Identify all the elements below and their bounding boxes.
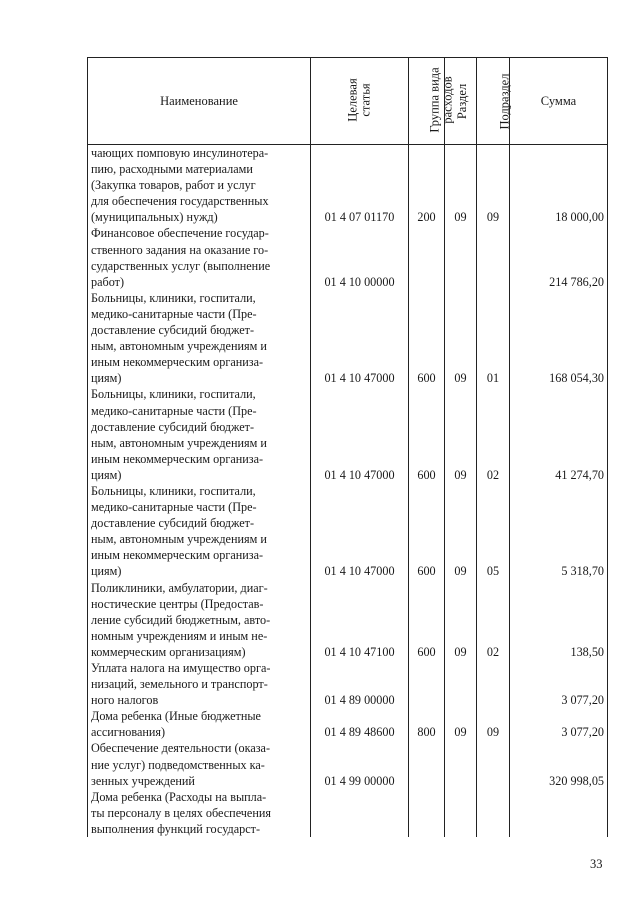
row-sum: 5 318,70 <box>510 483 608 580</box>
row-sum: 138,50 <box>510 580 608 660</box>
row-name-line: для обеспечения государственных <box>91 194 269 209</box>
row-section: 09 <box>445 145 477 226</box>
row-name-line: медико-санитарные части (Пре- <box>91 306 257 321</box>
row-name <box>88 580 311 660</box>
row-group <box>409 789 445 837</box>
row-group: 600 <box>409 580 445 660</box>
row-name-line: ным, автономным учреждениям и <box>91 339 267 354</box>
row-subsection: 09 <box>477 145 510 226</box>
table-row <box>88 145 608 226</box>
row-section <box>445 660 477 708</box>
row-sum: 3 077,20 <box>510 660 608 708</box>
row-target: 01 4 99 00000 <box>311 740 409 788</box>
row-target: 01 4 10 47000 <box>311 290 409 387</box>
row-name <box>88 145 311 226</box>
row-group: 600 <box>409 290 445 387</box>
row-name-line: (Закупка товаров, работ и услуг <box>91 178 256 193</box>
header-name: Наименование <box>88 58 311 145</box>
row-target: 01 4 10 47000 <box>311 483 409 580</box>
row-section: 09 <box>445 290 477 387</box>
row-name-line: номным учреждениям и иным не- <box>91 628 268 643</box>
row-sum: 3 077,20 <box>510 708 608 740</box>
row-group: 600 <box>409 483 445 580</box>
row-name-line: доставление субсидий бюджет- <box>91 419 255 434</box>
table-row <box>88 580 608 660</box>
row-name <box>88 483 311 580</box>
row-name-line: ты персоналу в целях обеспечения <box>91 805 271 820</box>
row-section <box>445 225 477 289</box>
row-name-line: ным, автономным учреждениям и <box>91 532 267 547</box>
row-name <box>88 708 311 740</box>
row-name-line: доставление субсидий бюджет- <box>91 516 255 531</box>
row-sum: 320 998,05 <box>510 740 608 788</box>
header-sum: Сумма <box>510 58 608 145</box>
row-name-line: пию, расходными материалами <box>91 162 253 177</box>
row-name-line: ассигнования) <box>91 725 166 740</box>
row-name-line: Больницы, клиники, госпитали, <box>91 387 256 402</box>
table-row <box>88 225 608 289</box>
row-name-line: чающих помповую инсулинотера- <box>91 146 269 160</box>
row-subsection <box>477 660 510 708</box>
table-row <box>88 708 608 740</box>
row-name <box>88 789 311 837</box>
row-name-line: ным, автономным учреждениям и <box>91 435 267 450</box>
row-name-line: ственного задания на оказание го- <box>91 242 269 257</box>
row-name-line: иным некоммерческим организа- <box>91 355 264 370</box>
row-group: 200 <box>409 145 445 226</box>
row-name-line: выполнения функций государст- <box>91 821 261 836</box>
table-row <box>88 740 608 788</box>
row-name-line: зенных учреждений <box>91 773 195 788</box>
row-target: 01 4 07 01170 <box>311 145 409 226</box>
row-name-line: Дома ребенка (Иные бюджетные <box>91 709 261 724</box>
row-sum <box>510 789 608 837</box>
row-name-line: циям) <box>91 564 122 579</box>
row-name-line: иным некоммерческим организа- <box>91 548 264 563</box>
row-name <box>88 386 311 483</box>
table-header-row <box>88 58 608 145</box>
row-group <box>409 740 445 788</box>
row-target: 01 4 89 48600 <box>311 708 409 740</box>
row-sum: 168 054,30 <box>510 290 608 387</box>
row-name <box>88 660 311 708</box>
row-section: 09 <box>445 580 477 660</box>
row-name-line: низаций, земельного и транспорт- <box>91 677 268 692</box>
row-section <box>445 789 477 837</box>
row-name-line: циям) <box>91 371 122 386</box>
row-name-line: ностические центры (Предостав- <box>91 596 264 611</box>
header-section: Раздел <box>445 58 477 145</box>
table-row <box>88 290 608 387</box>
row-subsection <box>477 740 510 788</box>
row-name <box>88 740 311 788</box>
row-name <box>88 225 311 289</box>
row-name-line: (муниципальных) нужд) <box>91 210 218 225</box>
row-group <box>409 660 445 708</box>
page-number: 33 <box>590 857 603 871</box>
row-name-line: Обеспечение деятельности (оказа- <box>91 741 271 756</box>
row-name-line: Больницы, клиники, госпитали, <box>91 290 256 305</box>
row-section <box>445 740 477 788</box>
table-body <box>88 145 608 838</box>
row-group <box>409 225 445 289</box>
row-target: 01 4 10 47100 <box>311 580 409 660</box>
table-row <box>88 386 608 483</box>
row-name-line: доставление субсидий бюджет- <box>91 323 255 338</box>
row-name-line: работ) <box>91 274 125 289</box>
row-subsection: 09 <box>477 708 510 740</box>
row-name-line: Больницы, клиники, госпитали, <box>91 483 256 498</box>
table-row <box>88 483 608 580</box>
row-target <box>311 789 409 837</box>
row-subsection: 05 <box>477 483 510 580</box>
row-section: 09 <box>445 386 477 483</box>
row-subsection: 01 <box>477 290 510 387</box>
row-sum: 214 786,20 <box>510 225 608 289</box>
header-subsection: Подраздел <box>477 58 510 145</box>
row-name-line: ного налогов <box>91 693 159 708</box>
row-subsection: 02 <box>477 386 510 483</box>
row-name-line: медико-санитарные части (Пре- <box>91 500 257 515</box>
row-name-line: сударственных услуг (выполнение <box>91 258 271 273</box>
row-group: 600 <box>409 386 445 483</box>
row-name-line: иным некоммерческим организа- <box>91 451 264 466</box>
row-name-line: Уплата налога на имущество орга- <box>91 661 271 675</box>
row-subsection <box>477 789 510 837</box>
table-row <box>88 660 608 708</box>
row-target: 01 4 89 00000 <box>311 660 409 708</box>
row-section: 09 <box>445 708 477 740</box>
row-name <box>88 290 311 387</box>
row-subsection: 02 <box>477 580 510 660</box>
row-section: 09 <box>445 483 477 580</box>
row-name-line: коммерческим организациям) <box>91 644 246 659</box>
row-group: 800 <box>409 708 445 740</box>
header-group: Группа вида расходов <box>409 58 445 145</box>
row-name-line: медико-санитарные части (Пре- <box>91 403 257 418</box>
row-name-line: Дома ребенка (Расходы на выпла- <box>91 789 267 804</box>
row-name-line: Финансовое обеспечение государ- <box>91 226 269 241</box>
row-name-line: ние услуг) подведомственных ка- <box>91 757 265 772</box>
row-target: 01 4 10 00000 <box>311 225 409 289</box>
row-target: 01 4 10 47000 <box>311 386 409 483</box>
row-sum: 18 000,00 <box>510 145 608 226</box>
table-row <box>88 789 608 837</box>
row-name-line: ление субсидий бюджетным, авто- <box>91 612 271 627</box>
row-name-line: Поликлиники, амбулатории, диаг- <box>91 580 268 595</box>
row-name-line: циям) <box>91 467 122 482</box>
row-subsection <box>477 225 510 289</box>
row-sum: 41 274,70 <box>510 386 608 483</box>
budget-table <box>87 57 608 837</box>
header-target: Целевая статья <box>311 58 409 145</box>
